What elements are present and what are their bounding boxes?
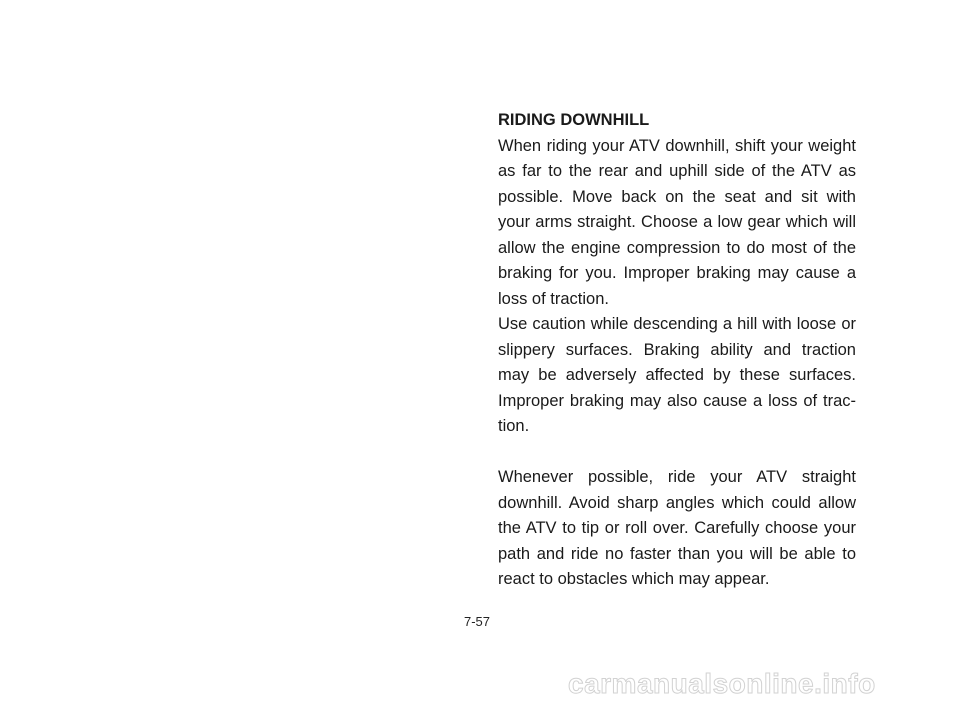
paragraph-straight-downhill: Whenever possible, ride your ATV straight downhill. Avoid sharp angles which could allow the ATV to tip or roll over. Carefully choose your path and ride no faster than you will be able to react to obstacles which may appear. xyxy=(498,468,856,588)
section-heading: RIDING DOWNHILL xyxy=(498,111,650,129)
section-riding-downhill xyxy=(498,108,856,593)
paragraph-weight-shift: When riding your ATV downhill, shift your weight as far to the rear and uphill side of the ATV as possible. Move back on the seat and sit with your arms straight. Choose a low gear which will allow the engine compression to do most of the braking for you. Improper braking may cause a loss of traction. xyxy=(498,136,856,308)
watermark-text: carmanualsonline.info xyxy=(568,668,876,699)
page-number: 7-57 xyxy=(464,614,491,629)
paragraph-slippery-surfaces: Use caution while descending a hill with loose or slippery surfaces. Braking ability and traction may be adversely affected by these surfaces. Improper braking may also cause a loss of trac-tion. xyxy=(498,315,856,435)
